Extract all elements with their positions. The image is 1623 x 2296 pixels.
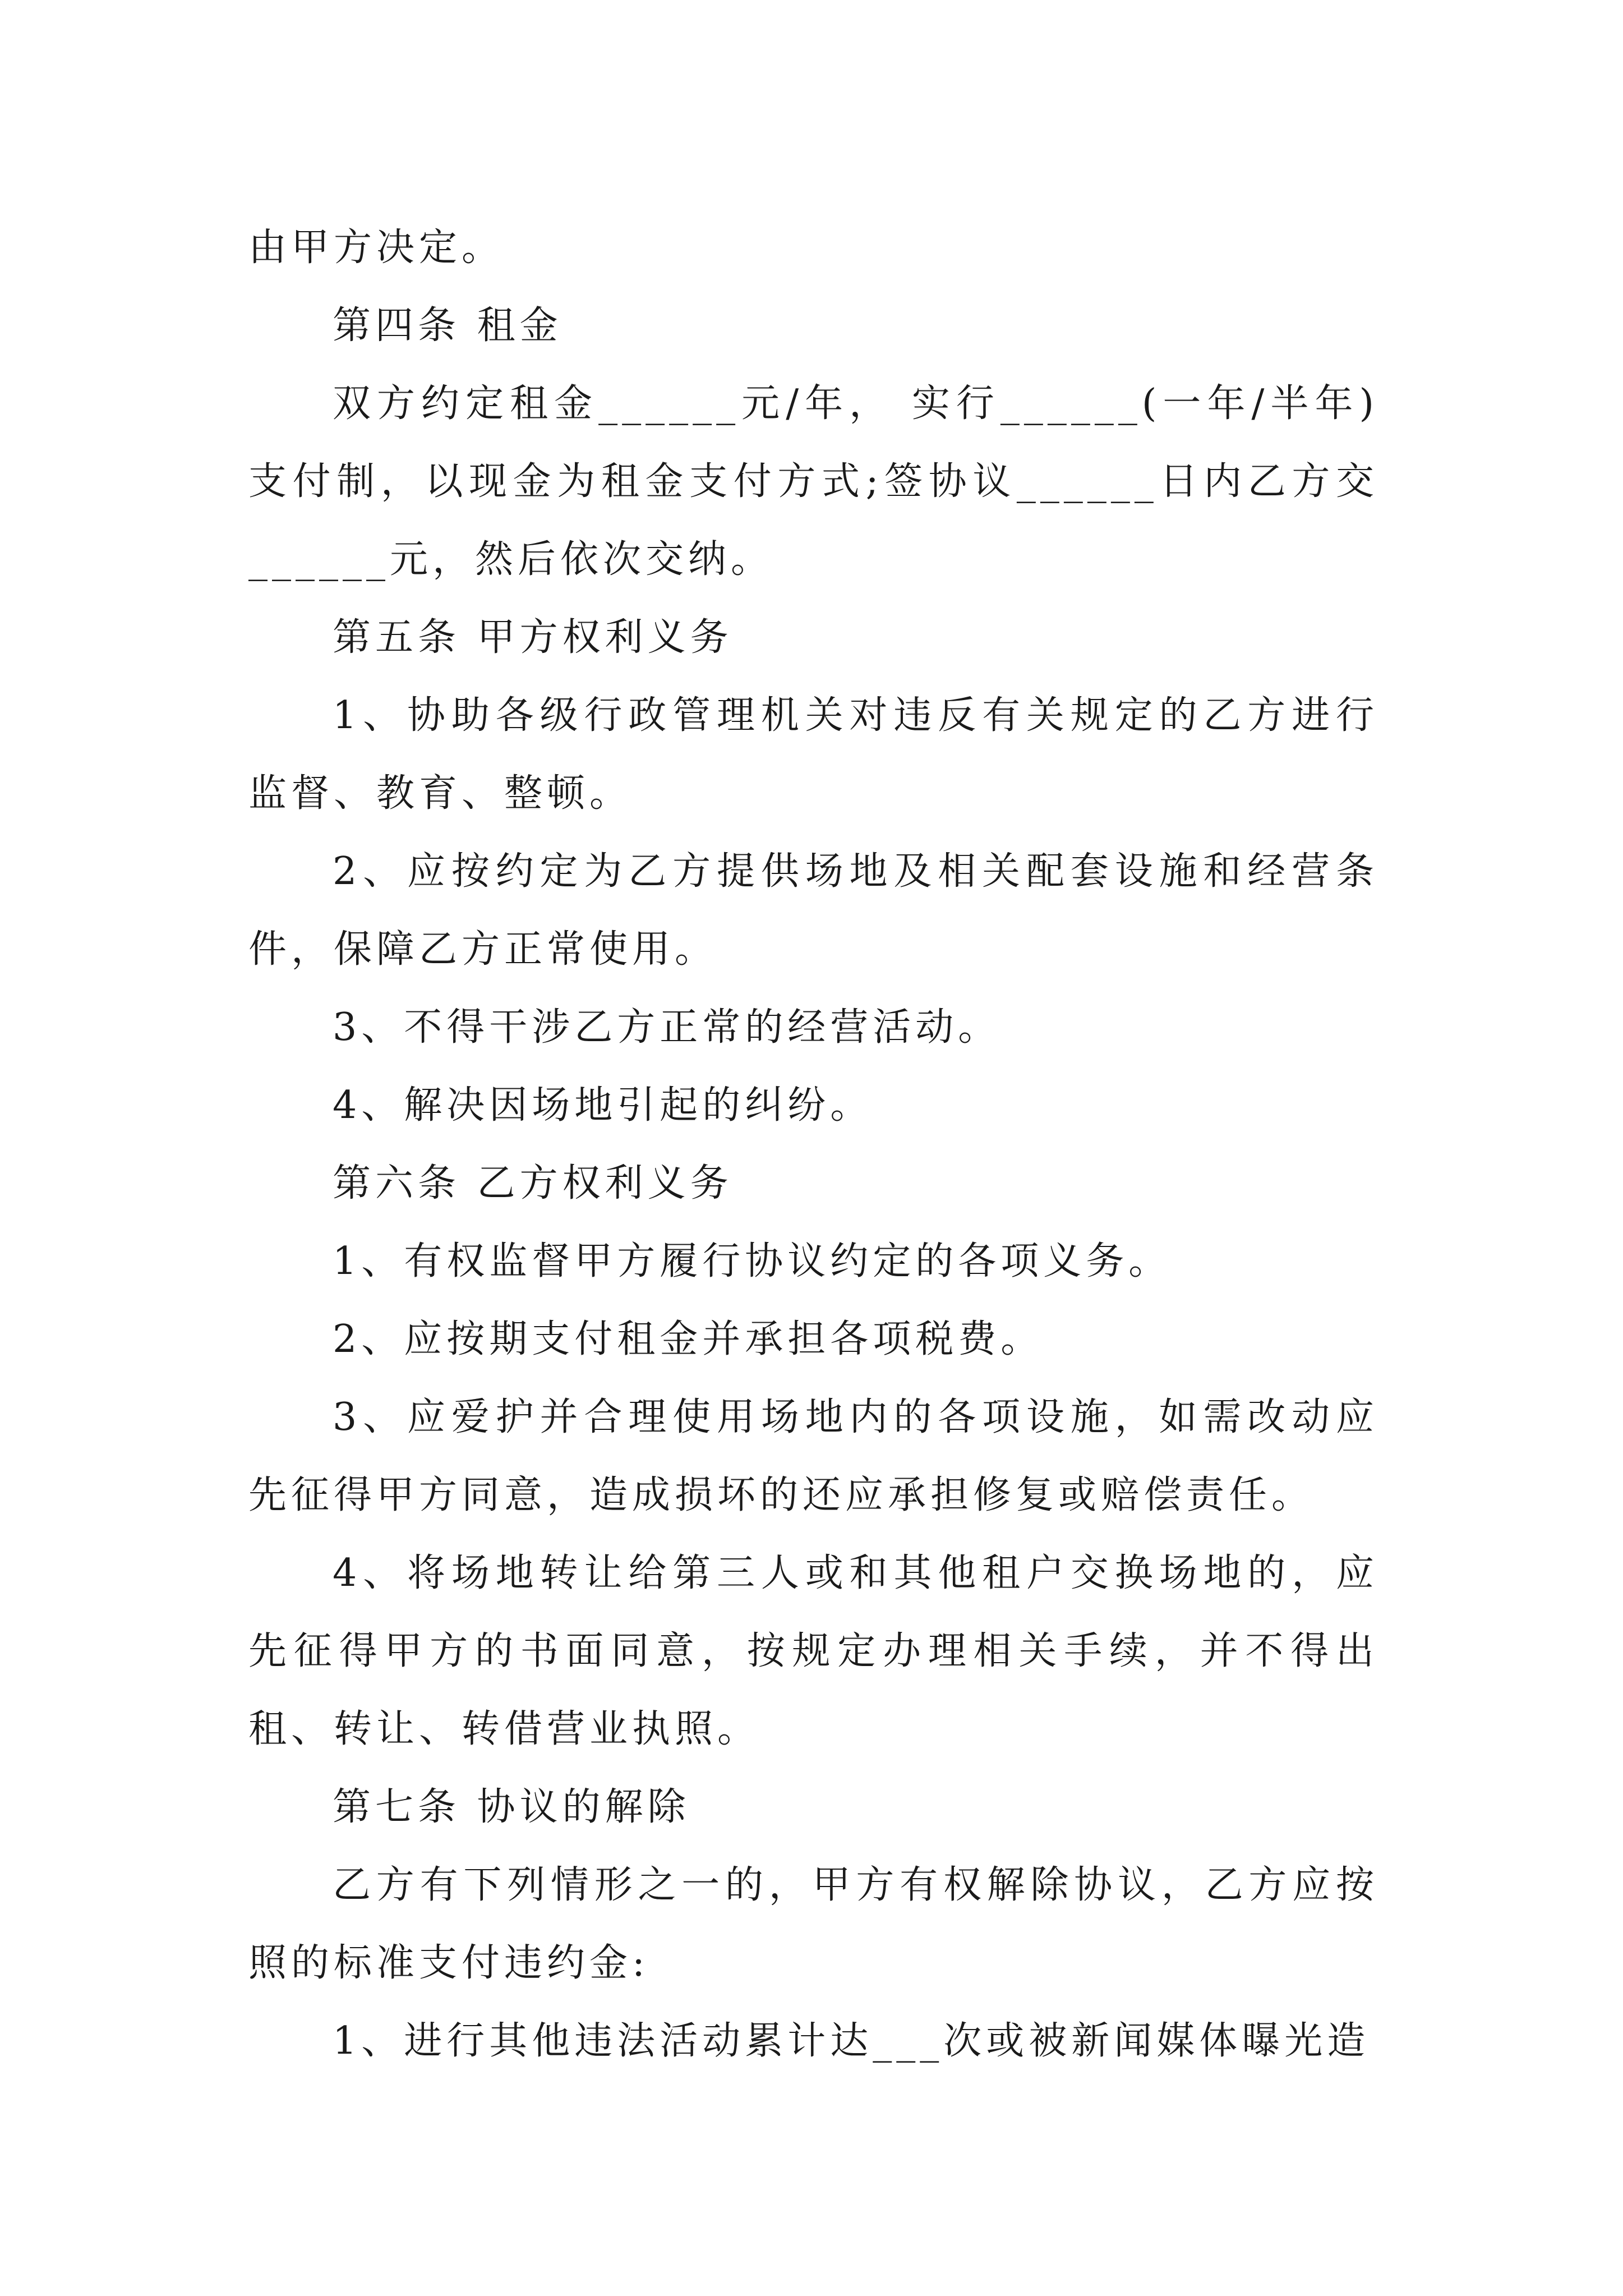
paragraph-decision-continuation: 由甲方决定。 (248, 226, 505, 270)
party-b-duty-4: 4、将场地转让给第三人或和其他租户交换场地的，应先征得甲方的书面同意，按规定办理相关手续，并不得出租、转让、转借营业执照。 (248, 1551, 1378, 1751)
party-a-duty-1: 1、协助各级行政管理机关对违反有关规定的乙方进行监督、教育、整顿。 (248, 693, 1378, 816)
article-4-heading: 第四条 租金 (333, 303, 562, 348)
rent-terms-paragraph: 双方约定租金______元/年， 实行______(一年/半年)支付制，以现金为租金支付方式;签协议______日内乙方交______元，然后依次交纳。 (248, 381, 1378, 582)
party-a-duty-2: 2、应按约定为乙方提供场地及相关配套设施和经营条件，保障乙方正常使用。 (248, 849, 1378, 972)
article-6-heading: 第六条 乙方权利义务 (333, 1161, 733, 1205)
article-5-heading: 第五条 甲方权利义务 (333, 615, 733, 660)
party-a-duty-3: 3、不得干涉乙方正常的经营活动。 (333, 1005, 1001, 1050)
party-a-duty-4: 4、解决因场地引起的纠纷。 (333, 1083, 873, 1128)
party-b-duty-2: 2、应按期支付租金并承担各项税费。 (333, 1317, 1044, 1361)
document-body (248, 209, 1378, 2080)
termination-item-1: 1、进行其他违法活动累计达___次或被新闻媒体曝光造 (333, 2019, 1370, 2063)
party-b-duty-3: 3、应爱护并合理使用场地内的各项设施，如需改动应先征得甲方同意，造成损坏的还应承担修复或赔偿责任。 (248, 1395, 1378, 1517)
party-b-duty-1: 1、有权监督甲方履行协议约定的各项义务。 (333, 1239, 1172, 1283)
termination-intro: 乙方有下列情形之一的，甲方有权解除协议，乙方应按照的标准支付违约金: (248, 1863, 1378, 1985)
article-7-heading: 第七条 协议的解除 (333, 1785, 690, 1829)
